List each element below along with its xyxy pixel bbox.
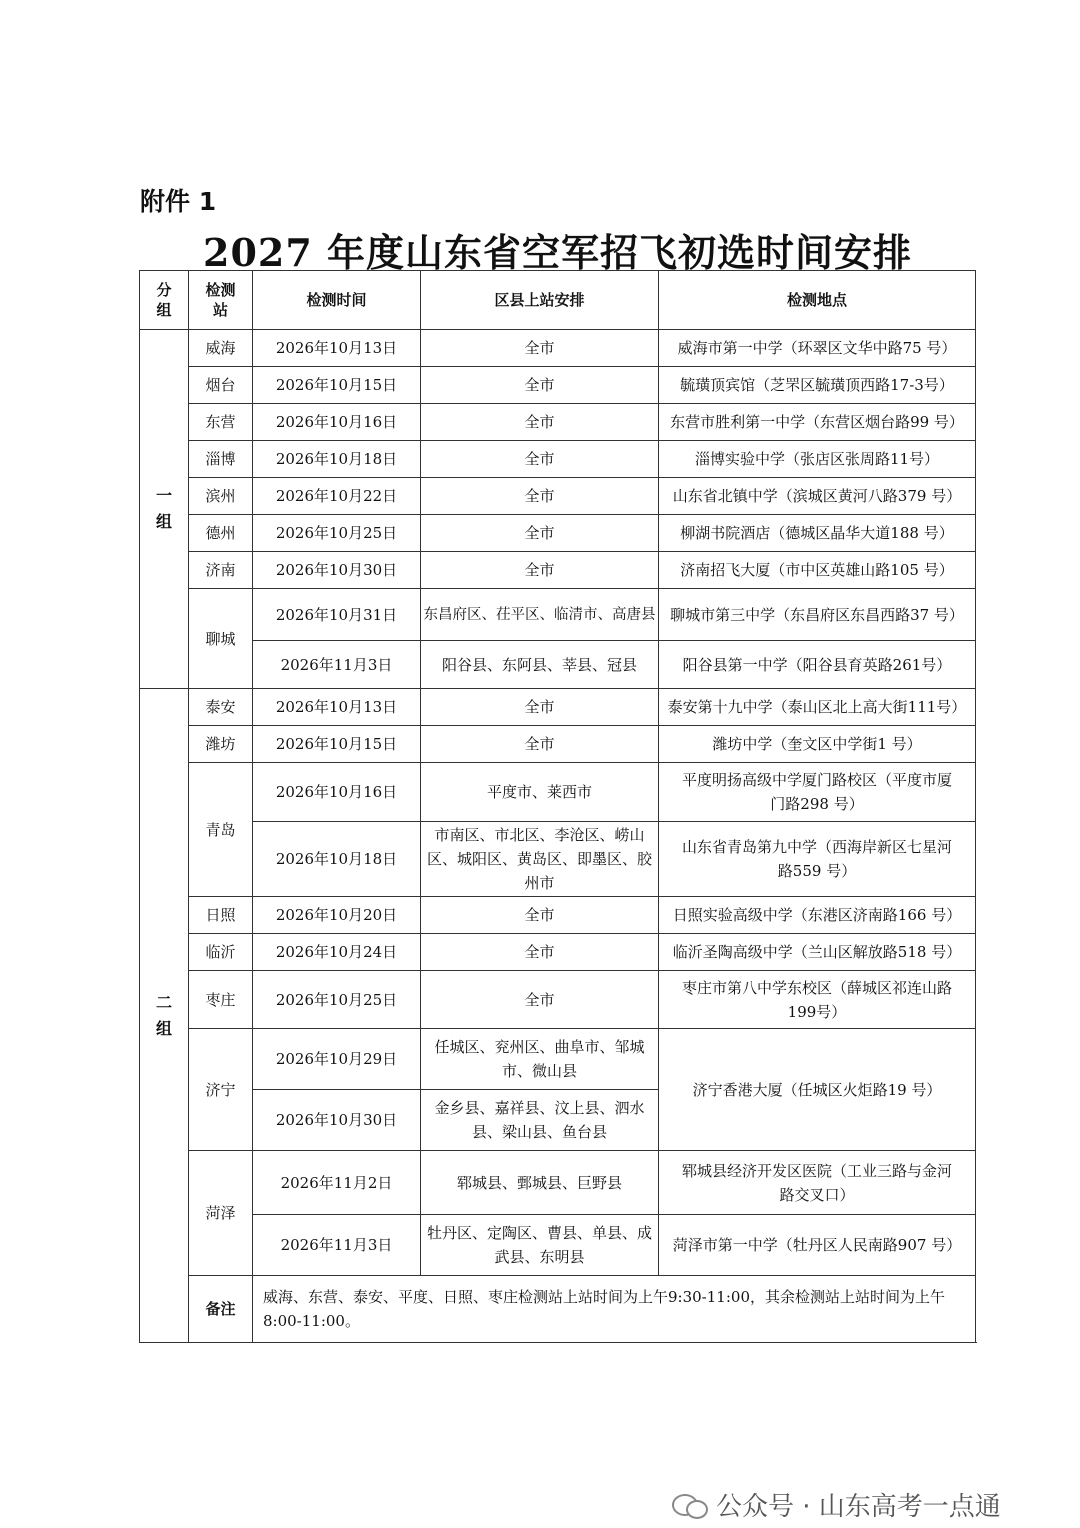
header-time: 检测时间 xyxy=(253,271,421,330)
date-cell: 2026年10月15日 xyxy=(253,367,421,404)
station-cell: 淄博 xyxy=(189,441,253,478)
date-cell: 2026年10月22日 xyxy=(253,478,421,515)
table-row xyxy=(140,1029,976,1090)
watermark xyxy=(672,1486,1001,1523)
table-row xyxy=(140,478,976,515)
station-cell: 聊城 xyxy=(189,589,253,689)
location-cell: 平度明扬高级中学厦门路校区（平度市厦门路298 号） xyxy=(659,763,976,822)
date-cell: 2026年10月30日 xyxy=(253,552,421,589)
table-row xyxy=(140,822,976,897)
header-station: 检测站 xyxy=(189,271,253,330)
date-cell: 2026年10月18日 xyxy=(253,822,421,897)
district-cell: 全市 xyxy=(421,552,659,589)
table-row xyxy=(140,934,976,971)
location-cell: 潍坊中学（奎文区中学街1 号） xyxy=(659,726,976,763)
watermark-text: 公众号 · 山东高考一点通 xyxy=(716,1492,1001,1522)
table-row xyxy=(140,552,976,589)
district-cell: 全市 xyxy=(421,689,659,726)
table-row xyxy=(140,367,976,404)
remark-text: 威海、东营、泰安、平度、日照、枣庄检测站上站时间为上午9:30-11:00，其余检测站上站时间为上午8:00-11:00。 xyxy=(253,1276,976,1343)
table-row xyxy=(140,689,976,726)
table-row xyxy=(140,726,976,763)
table-row xyxy=(140,515,976,552)
group-cell: 二组 xyxy=(140,689,189,1343)
station-cell: 东营 xyxy=(189,404,253,441)
district-cell: 阳谷县、东阿县、莘县、冠县 xyxy=(421,641,659,689)
station-cell: 威海 xyxy=(189,330,253,367)
district-cell: 东昌府区、茌平区、临清市、高唐县 xyxy=(421,589,659,641)
district-cell: 全市 xyxy=(421,330,659,367)
station-cell: 济南 xyxy=(189,552,253,589)
district-cell: 全市 xyxy=(421,726,659,763)
location-cell: 菏泽市第一中学（牡丹区人民南路907 号） xyxy=(659,1215,976,1276)
location-cell: 毓璜顶宾馆（芝罘区毓璜顶西路17-3号） xyxy=(659,367,976,404)
location-cell: 日照实验高级中学（东港区济南路166 号） xyxy=(659,897,976,934)
date-cell: 2026年10月30日 xyxy=(253,1090,421,1151)
location-cell: 柳湖书院酒店（德城区晶华大道188 号） xyxy=(659,515,976,552)
table-row xyxy=(140,763,976,822)
station-cell: 菏泽 xyxy=(189,1151,253,1276)
table-row xyxy=(140,589,976,641)
date-cell: 2026年10月25日 xyxy=(253,515,421,552)
date-cell: 2026年10月25日 xyxy=(253,971,421,1029)
district-cell: 市南区、市北区、李沧区、崂山区、城阳区、黄岛区、即墨区、胶州市 xyxy=(421,822,659,897)
table-row xyxy=(140,441,976,478)
district-cell: 郓城县、鄄城县、巨野县 xyxy=(421,1151,659,1215)
district-cell: 全市 xyxy=(421,934,659,971)
date-cell: 2026年10月29日 xyxy=(253,1029,421,1090)
date-cell: 2026年10月16日 xyxy=(253,763,421,822)
location-cell: 淄博实验中学（张店区张周路11号） xyxy=(659,441,976,478)
date-cell: 2026年10月15日 xyxy=(253,726,421,763)
location-cell: 郓城县经济开发区医院（工业三路与金河路交叉口） xyxy=(659,1151,976,1215)
table-row xyxy=(140,971,976,1029)
date-cell: 2026年10月24日 xyxy=(253,934,421,971)
location-cell: 济宁香港大厦（任城区火炬路19 号） xyxy=(659,1029,976,1151)
district-cell: 全市 xyxy=(421,897,659,934)
header-group: 分组 xyxy=(140,271,189,330)
date-cell: 2026年10月18日 xyxy=(253,441,421,478)
date-cell: 2026年10月13日 xyxy=(253,330,421,367)
district-cell: 全市 xyxy=(421,478,659,515)
table-row xyxy=(140,897,976,934)
location-cell: 泰安第十九中学（泰山区北上高大街111号） xyxy=(659,689,976,726)
district-cell: 平度市、莱西市 xyxy=(421,763,659,822)
header-row xyxy=(140,271,976,330)
district-cell: 金乡县、嘉祥县、汶上县、泗水县、梁山县、鱼台县 xyxy=(421,1090,659,1151)
date-cell: 2026年11月2日 xyxy=(253,1151,421,1215)
schedule-table xyxy=(139,270,976,1343)
station-cell: 潍坊 xyxy=(189,726,253,763)
location-cell: 阳谷县第一中学（阳谷县育英路261号） xyxy=(659,641,976,689)
table-row xyxy=(140,330,976,367)
location-cell: 聊城市第三中学（东昌府区东昌西路37 号） xyxy=(659,589,976,641)
district-cell: 牡丹区、定陶区、曹县、单县、成武县、东明县 xyxy=(421,1215,659,1276)
district-cell: 全市 xyxy=(421,404,659,441)
location-cell: 东营市胜利第一中学（东营区烟台路99 号） xyxy=(659,404,976,441)
location-cell: 威海市第一中学（环翠区文华中路75 号） xyxy=(659,330,976,367)
station-cell: 济宁 xyxy=(189,1029,253,1151)
date-cell: 2026年10月31日 xyxy=(253,589,421,641)
station-cell: 青岛 xyxy=(189,763,253,897)
table-row xyxy=(140,641,976,689)
group-cell: 一组 xyxy=(140,330,189,689)
station-cell: 泰安 xyxy=(189,689,253,726)
attachment-label: 附件 1 xyxy=(140,187,217,216)
station-cell: 德州 xyxy=(189,515,253,552)
page-title: 2027 年度山东省空军招飞初选时间安排 xyxy=(203,230,912,275)
station-cell: 烟台 xyxy=(189,367,253,404)
district-cell: 全市 xyxy=(421,367,659,404)
location-cell: 山东省北镇中学（滨城区黄河八路379 号） xyxy=(659,478,976,515)
location-cell: 济南招飞大厦（市中区英雄山路105 号） xyxy=(659,552,976,589)
header-district: 区县上站安排 xyxy=(421,271,659,330)
district-cell: 全市 xyxy=(421,441,659,478)
district-cell: 全市 xyxy=(421,971,659,1029)
table-row xyxy=(140,1215,976,1276)
district-cell: 任城区、兖州区、曲阜市、邹城市、微山县 xyxy=(421,1029,659,1090)
date-cell: 2026年10月13日 xyxy=(253,689,421,726)
station-cell: 日照 xyxy=(189,897,253,934)
location-cell: 枣庄市第八中学东校区（薛城区祁连山路199号） xyxy=(659,971,976,1029)
district-cell: 全市 xyxy=(421,515,659,552)
table-row xyxy=(140,1151,976,1215)
date-cell: 2026年11月3日 xyxy=(253,1215,421,1276)
date-cell: 2026年10月16日 xyxy=(253,404,421,441)
station-cell: 滨州 xyxy=(189,478,253,515)
table-row xyxy=(140,404,976,441)
remark-label: 备注 xyxy=(189,1276,253,1343)
station-cell: 枣庄 xyxy=(189,971,253,1029)
header-location: 检测地点 xyxy=(659,271,976,330)
location-cell: 山东省青岛第九中学（西海岸新区七星河路559 号） xyxy=(659,822,976,897)
station-cell: 临沂 xyxy=(189,934,253,971)
wechat-icon xyxy=(672,1492,708,1518)
date-cell: 2026年10月20日 xyxy=(253,897,421,934)
remark-row xyxy=(140,1276,976,1343)
location-cell: 临沂圣陶高级中学（兰山区解放路518 号） xyxy=(659,934,976,971)
date-cell: 2026年11月3日 xyxy=(253,641,421,689)
